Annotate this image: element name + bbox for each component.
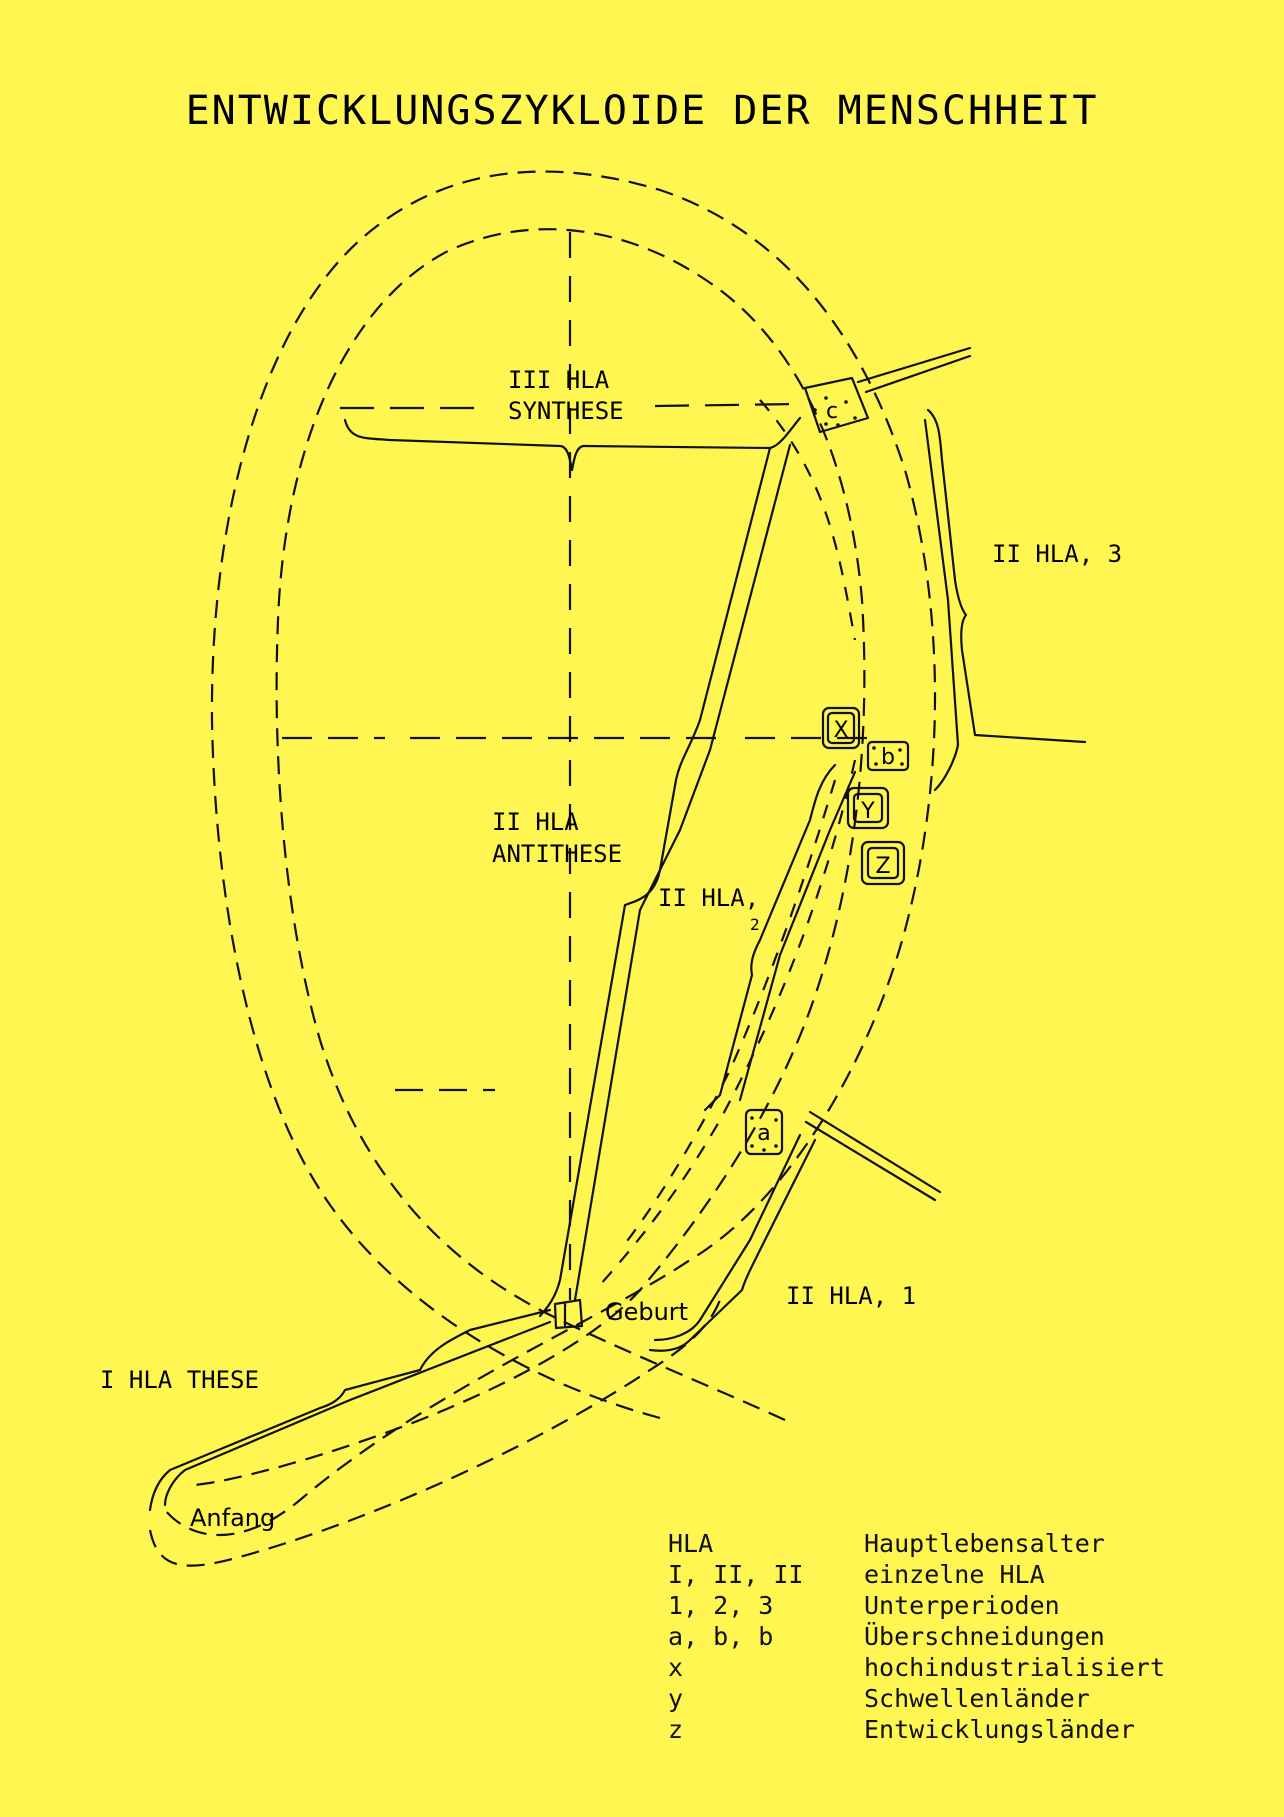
inner-ring-inner-edge	[760, 400, 855, 640]
box-x-label: X	[833, 718, 849, 743]
legend-value: Hauptlebensalter	[864, 1529, 1105, 1558]
legend-key: a, b, b	[668, 1622, 774, 1651]
label-geburt: Geburt	[605, 1298, 689, 1326]
legend-row	[668, 1590, 1165, 1621]
box-z-label: Z	[875, 854, 891, 879]
label-synthese-1: III HLA	[508, 366, 610, 394]
legend-row	[668, 1621, 1165, 1652]
legend-key: z	[668, 1715, 684, 1744]
a-pointer-line	[806, 1112, 940, 1200]
legend-value: Schwellenländer	[864, 1684, 1090, 1713]
legend-row	[668, 1559, 1165, 1590]
hla3-bracket-inner	[925, 420, 958, 790]
label-hla2-sub: 2	[750, 915, 760, 934]
hla2-band-inner	[740, 772, 855, 1100]
legend-key: 1, 2, 3	[668, 1591, 774, 1620]
legend	[668, 1528, 1165, 1745]
legend-key: HLA	[668, 1529, 714, 1558]
poster-title: ENTWICKLUNGSZYKLOIDE DER MENSCHHEIT	[185, 88, 1099, 134]
legend-row	[668, 1652, 1165, 1683]
legend-value: hochindustrialisiert	[864, 1653, 1166, 1682]
label-hla2: II HLA,	[658, 884, 760, 912]
legend-value: einzelne HLA	[864, 1560, 1045, 1589]
legend-row	[668, 1528, 1165, 1559]
legend-value: Überschneidungen	[864, 1622, 1105, 1651]
box-b	[868, 742, 908, 770]
legend-key: x	[668, 1653, 684, 1682]
legend-key: y	[668, 1684, 684, 1713]
legend-key: I, II, II	[668, 1560, 804, 1589]
box-x	[823, 708, 859, 748]
box-c	[805, 378, 868, 432]
box-b-label: b	[881, 745, 895, 770]
box-a-label: a	[757, 1121, 771, 1146]
label-antithese-1: II HLA	[492, 808, 579, 836]
label-anfang: Anfang	[190, 1504, 276, 1532]
hla3-bracket	[928, 410, 1085, 742]
antithese-band-inner	[575, 445, 790, 1300]
label-antithese-2: ANTITHESE	[492, 840, 623, 868]
hla2-band	[705, 765, 835, 1110]
these-band	[150, 1310, 550, 1510]
legend-row	[668, 1683, 1165, 1714]
legend-row	[668, 1714, 1165, 1745]
box-z	[862, 842, 904, 884]
label-synthese-2: SYNTHESE	[508, 397, 624, 425]
label-these: I HLA THESE	[100, 1366, 259, 1394]
c-pointer-line	[858, 348, 970, 392]
box-y-label: Y	[861, 799, 875, 824]
box-c-label: c	[825, 399, 839, 424]
synthese-brace	[345, 418, 800, 470]
legend-value: Entwicklungsländer	[864, 1715, 1135, 1744]
inner-track-lower	[620, 780, 835, 1250]
legend-value: Unterperioden	[864, 1591, 1060, 1620]
label-hla1: II HLA, 1	[786, 1282, 917, 1310]
label-hla3: II HLA, 3	[992, 540, 1123, 568]
